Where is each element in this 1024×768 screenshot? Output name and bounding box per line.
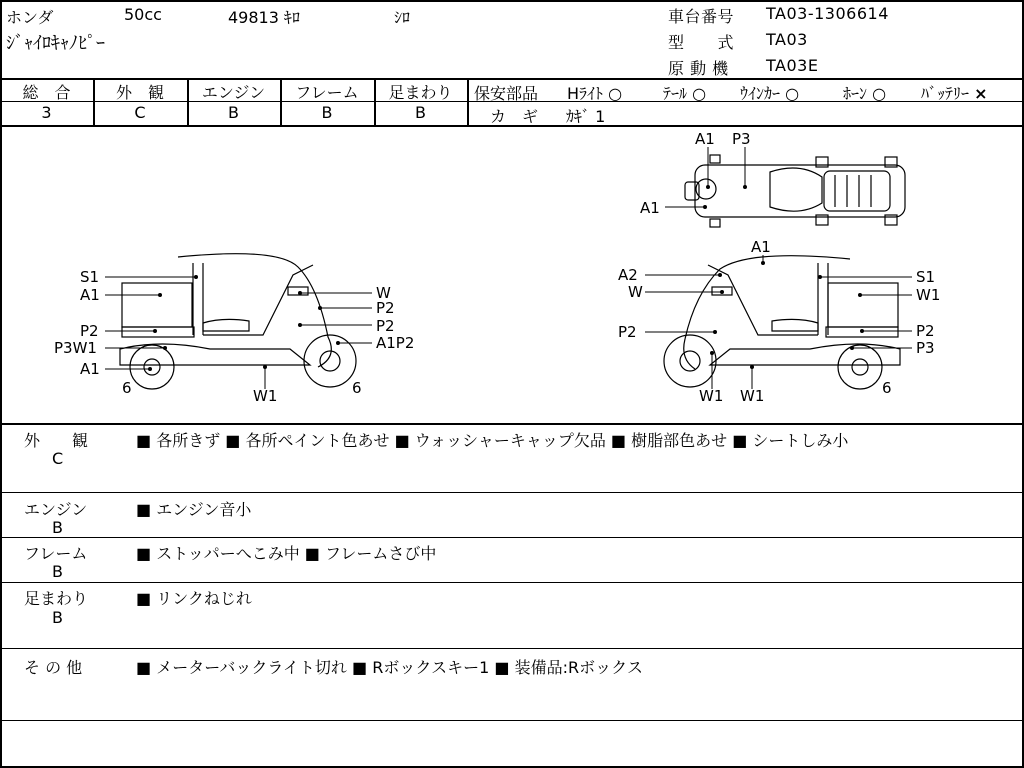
left-body <box>203 265 313 335</box>
marker-dot <box>158 293 162 297</box>
right-a1-label: A1 <box>751 238 771 256</box>
section-exterior-grade: C <box>52 449 64 468</box>
safety-item-mark: ○ <box>692 84 707 103</box>
marker-dot <box>720 290 724 294</box>
safety-item-headlight <box>567 81 622 104</box>
divider <box>0 537 1024 538</box>
left-rear-wheel <box>130 345 174 389</box>
model-name: ｼﾞｬｲﾛｷｬﾉﾋﾟｰ <box>6 33 105 54</box>
right-w1-a-label: W1 <box>699 387 724 405</box>
vehicle-diagram <box>0 127 1024 423</box>
safety-item-mark: ○ <box>608 84 623 103</box>
right-six-label: 6 <box>882 379 892 397</box>
left-seat <box>203 319 249 331</box>
top-a1-label: A1 <box>695 130 715 148</box>
right-box <box>828 283 898 327</box>
top-body <box>695 165 905 217</box>
top-seat <box>770 168 822 211</box>
right-p2-label: P2 <box>618 323 637 341</box>
engine-label: エンジン <box>201 83 266 102</box>
chassis-value: TA03-1306614 <box>766 4 889 23</box>
frame-label: フレーム <box>295 83 359 102</box>
safety-item-horn <box>843 81 886 104</box>
safety-item-mark: ○ <box>785 84 800 103</box>
divider <box>0 648 1024 649</box>
top-mirror <box>710 219 720 227</box>
top-a1-left-label: A1 <box>640 199 660 217</box>
left-six-a-label: 6 <box>122 379 132 397</box>
left-w-label: W <box>376 284 391 302</box>
engine-grade: B <box>228 103 239 122</box>
maker: ホンダ <box>6 8 54 27</box>
left-p2-label: P2 <box>80 322 99 340</box>
left-canopy <box>178 254 331 367</box>
right-p2-right-label: P2 <box>916 322 935 340</box>
safety-item-tail <box>663 81 706 104</box>
right-w1-box-label: W1 <box>916 286 941 304</box>
right-leaders <box>645 255 912 389</box>
divider <box>0 582 1024 583</box>
left-s1-label: S1 <box>80 268 100 286</box>
marker-dot <box>706 185 710 189</box>
marker-dot <box>750 365 754 369</box>
exterior-label: 外 観 <box>115 83 164 102</box>
marker-dot <box>298 291 302 295</box>
suspension-grade: B <box>415 103 426 122</box>
right-rear-wheel <box>838 345 882 389</box>
section-exterior-remarks: ■ 各所きず ■ 各所ペイント色あせ ■ ウォッシャーキャップ欠品 ■ 樹脂部色あせ ■ シートしみ小 <box>136 431 849 450</box>
marker-dot <box>850 346 854 350</box>
marker-dot <box>713 330 717 334</box>
suspension-label: 足まわり <box>388 83 453 102</box>
left-p3w1-label: P3W1 <box>54 339 97 357</box>
section-other-remarks: ■ メーターバックライト切れ ■ Rボックスキー1 ■ 装備品:Rボックス <box>136 658 643 677</box>
section-engine-label: エンジン <box>24 500 88 519</box>
frame-grade: B <box>321 103 333 122</box>
color: ｼﾛ <box>394 8 411 27</box>
section-engine-remarks: ■ エンジン音小 <box>136 500 252 519</box>
safety-item-name: Hﾗｲﾄ <box>567 84 604 103</box>
marker-dot <box>336 341 340 345</box>
exterior-grade: C <box>134 103 146 122</box>
marker-dot <box>318 306 322 310</box>
safety-item-name: ﾎｰﾝ <box>843 84 868 103</box>
section-frame-remarks: ■ ストッパーへこみ中 ■ フレームさび中 <box>136 544 437 563</box>
safety-item-name: ｳｲﾝｶｰ <box>740 84 781 103</box>
key-label: カ ギ <box>490 107 539 126</box>
section-suspension-label: 足まわり <box>24 589 89 608</box>
marker-dot <box>718 273 722 277</box>
engine-model-label: 原 動 機 <box>668 59 729 78</box>
chassis-label: 車台番号 <box>668 7 735 26</box>
safety-item-battery <box>921 81 988 104</box>
overall-label: 総 合 <box>22 83 71 102</box>
marker-dot <box>761 261 765 265</box>
right-front-wheel <box>664 335 716 387</box>
marker-dot <box>703 205 707 209</box>
left-p2-a-label: P2 <box>376 299 395 317</box>
marker-dot <box>153 329 157 333</box>
marker-dot <box>818 275 822 279</box>
type-label: 型 式 <box>668 33 735 52</box>
marker-dot <box>710 351 714 355</box>
safety-item-name: ﾃｰﾙ <box>663 84 688 103</box>
right-floor <box>710 344 900 365</box>
safety-item-mark: × <box>974 84 988 103</box>
marker-dot <box>263 365 267 369</box>
section-other-label: そ の 他 <box>24 658 83 677</box>
marker-dot <box>163 346 167 350</box>
left-rack <box>122 327 194 337</box>
marker-dot <box>743 185 747 189</box>
left-floor <box>120 344 310 365</box>
marker-dot <box>148 367 152 371</box>
key-value: ｶｷﾞ 1 <box>566 107 606 126</box>
section-exterior-label: 外 観 <box>24 431 89 450</box>
left-a1-wheel-label: A1 <box>80 360 100 378</box>
right-w1-b-label: W1 <box>740 387 765 405</box>
section-frame-label: フレーム <box>24 544 88 563</box>
safety-item-winker <box>740 81 799 104</box>
left-six-b-label: 6 <box>352 379 362 397</box>
type-value: TA03 <box>766 30 808 49</box>
marker-dot <box>858 293 862 297</box>
right-w-label: W <box>628 283 643 301</box>
top-mirror <box>710 155 720 163</box>
top-view <box>685 155 905 227</box>
section-engine-grade: B <box>52 518 63 537</box>
top-box <box>824 171 890 211</box>
section-suspension-grade: B <box>52 608 63 627</box>
marker-dot <box>860 329 864 333</box>
section-suspension-remarks: ■ リンクねじれ <box>136 589 252 608</box>
top-p3-label: P3 <box>732 130 751 148</box>
top-view-leaders <box>665 147 745 207</box>
section-frame-grade: B <box>52 562 63 581</box>
right-p3-label: P3 <box>916 339 935 357</box>
left-p2-b-label: P2 <box>376 317 395 335</box>
left-leaders <box>105 277 372 389</box>
mileage: 49813 ｷﾛ <box>228 8 300 27</box>
displacement: 50cc <box>124 5 162 24</box>
divider <box>0 492 1024 493</box>
left-markers <box>148 275 340 371</box>
right-body <box>708 265 818 335</box>
left-box <box>122 283 192 327</box>
right-side-view <box>664 256 900 389</box>
divider <box>0 720 1024 721</box>
right-a2-label: A2 <box>618 266 638 284</box>
left-w1-label: W1 <box>253 387 278 405</box>
overall-grade: 3 <box>41 103 52 122</box>
marker-dot <box>298 323 302 327</box>
right-seat <box>772 319 818 331</box>
safety-item-name: ﾊﾞｯﾃﾘｰ <box>921 84 970 103</box>
left-a1-label: A1 <box>80 286 100 304</box>
safety-label: 保安部品 <box>474 84 539 103</box>
right-s1-label: S1 <box>916 268 936 286</box>
divider <box>0 423 1024 425</box>
safety-item-mark: ○ <box>872 84 887 103</box>
right-canopy <box>684 256 850 369</box>
left-side-view <box>120 254 356 389</box>
engine-model-value: TA03E <box>766 56 819 75</box>
marker-dot <box>194 275 198 279</box>
left-a1p2-label: A1P2 <box>376 334 415 352</box>
left-mirror <box>288 287 308 295</box>
